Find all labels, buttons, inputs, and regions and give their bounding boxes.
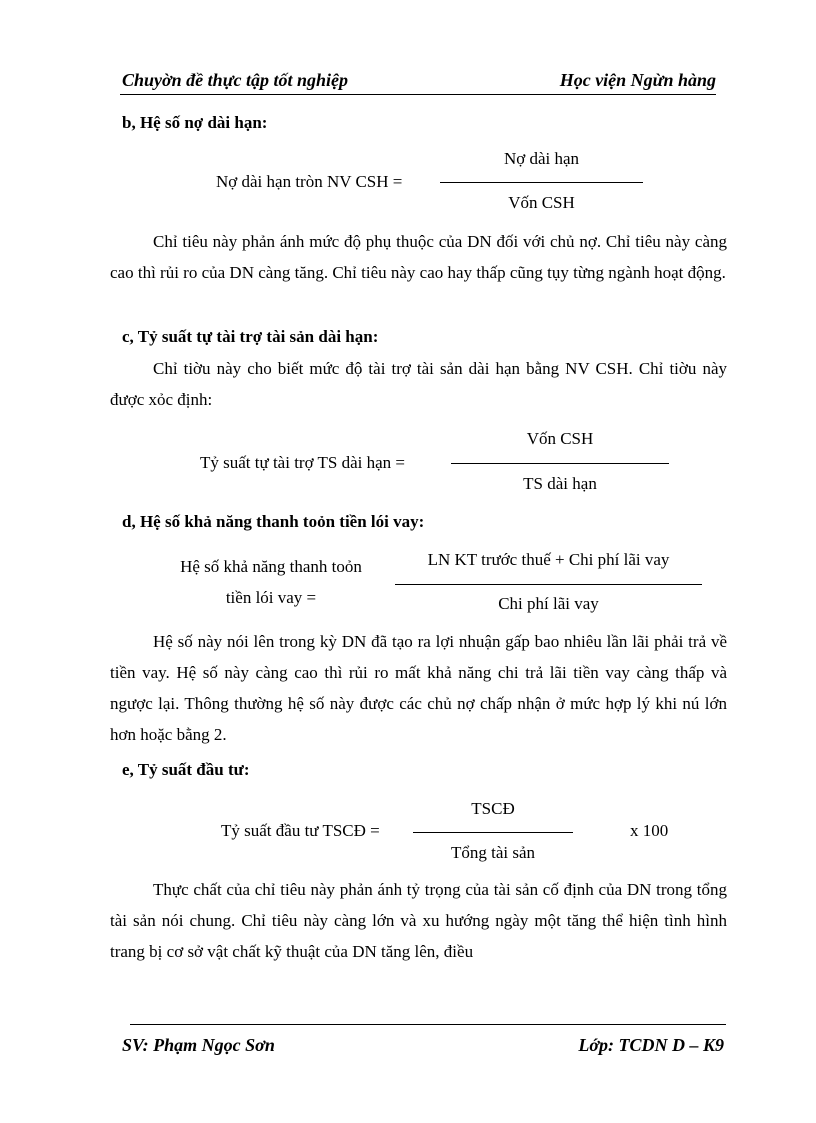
- formula-e-multiplier: x 100: [630, 821, 669, 840]
- formula-d-lhs-line1: Hệ số khả năng thanh toỏn: [180, 557, 362, 576]
- formula-e-denominator: Tổng tài sản: [450, 843, 536, 862]
- heading-section-c: c, Tỷ suất tự tài trợ tài sản dài hạn:: [122, 327, 379, 346]
- formula-c-fraction-bar: [451, 463, 669, 464]
- header-divider: [120, 94, 716, 95]
- paragraph-section-c: Chỉ tiờu này cho biết mức độ tài trợ tài sản dài hạn bằng NV CSH. Chỉ tiờu này được xỏc định:: [110, 359, 727, 409]
- formula-e-numerator: TSCĐ: [471, 799, 515, 818]
- formula-c-denominator: TS dài hạn: [523, 474, 597, 493]
- header-title-right: Học viện Ngừn hàng: [559, 70, 716, 90]
- formula-b-lhs: Nợ dài hạn tròn NV CSH =: [216, 172, 403, 191]
- formula-b-fraction-bar: [440, 182, 643, 183]
- paragraph-section-e: Thực chất của chỉ tiêu này phản ánh tỷ trọng của tài sản cố định của DN trong tổng tài sản nói chung. Chỉ tiêu này càng lớn và xu hướng ngày một tăng thể hiện tình hình trang bị cơ sở vật chất kỹ thuật của DN tăng lên, điều: [110, 880, 727, 961]
- footer-divider: [130, 1024, 726, 1025]
- footer-class-name: Lớp: TCDN D – K9: [578, 1035, 724, 1055]
- heading-section-d: d, Hệ số khả năng thanh toỏn tiền lói vay:: [122, 512, 425, 531]
- formula-d-numerator: LN KT trước thuế + Chi phí lãi vay: [427, 550, 670, 569]
- footer-student-name: SV: Phạm Ngọc Sơn: [122, 1035, 275, 1055]
- formula-b-denominator: Vốn CSH: [508, 193, 575, 212]
- header-title-left: Chuyờn đề thực tập tốt nghiệp: [122, 70, 348, 90]
- heading-section-e: e, Tỷ suất đầu tư:: [122, 760, 250, 779]
- paragraph-section-d: Hệ số này nói lên trong kỳ DN đã tạo ra lợi nhuận gấp bao nhiêu lần lãi phải trả về tiền vay. Hệ số này càng cao thì rủi ro mất khả năng chi trả lãi tiền vay càng thấp và ngược lại. Thông thường hệ số này được các chủ nợ chấp nhận ở mức hợp lý khi nú lớn hơn hoặc bằng 2.: [110, 632, 727, 744]
- formula-c-lhs: Tỷ suất tự tài trợ TS dài hạn =: [200, 453, 406, 472]
- formula-d-lhs-line2: tiền lói vay =: [225, 588, 317, 607]
- paragraph-section-b: Chỉ tiêu này phản ánh mức độ phụ thuộc của DN đối với chủ nợ. Chỉ tiêu này càng cao thì rủi ro của DN càng tăng. Chỉ tiêu này cao hay thấp cũng tụy từng ngành hoạt động.: [110, 232, 727, 282]
- formula-b-numerator: Nợ dài hạn: [503, 149, 580, 168]
- formula-e-fraction-bar: [413, 832, 573, 833]
- formula-c-numerator: Vốn CSH: [526, 429, 594, 448]
- heading-section-b: b, Hệ số nợ dài hạn:: [122, 113, 268, 132]
- formula-d-fraction-bar: [395, 584, 702, 585]
- formula-e-lhs: Tỷ suất đầu tư TSCĐ =: [221, 821, 380, 840]
- formula-d-denominator: Chi phí lãi vay: [498, 594, 599, 613]
